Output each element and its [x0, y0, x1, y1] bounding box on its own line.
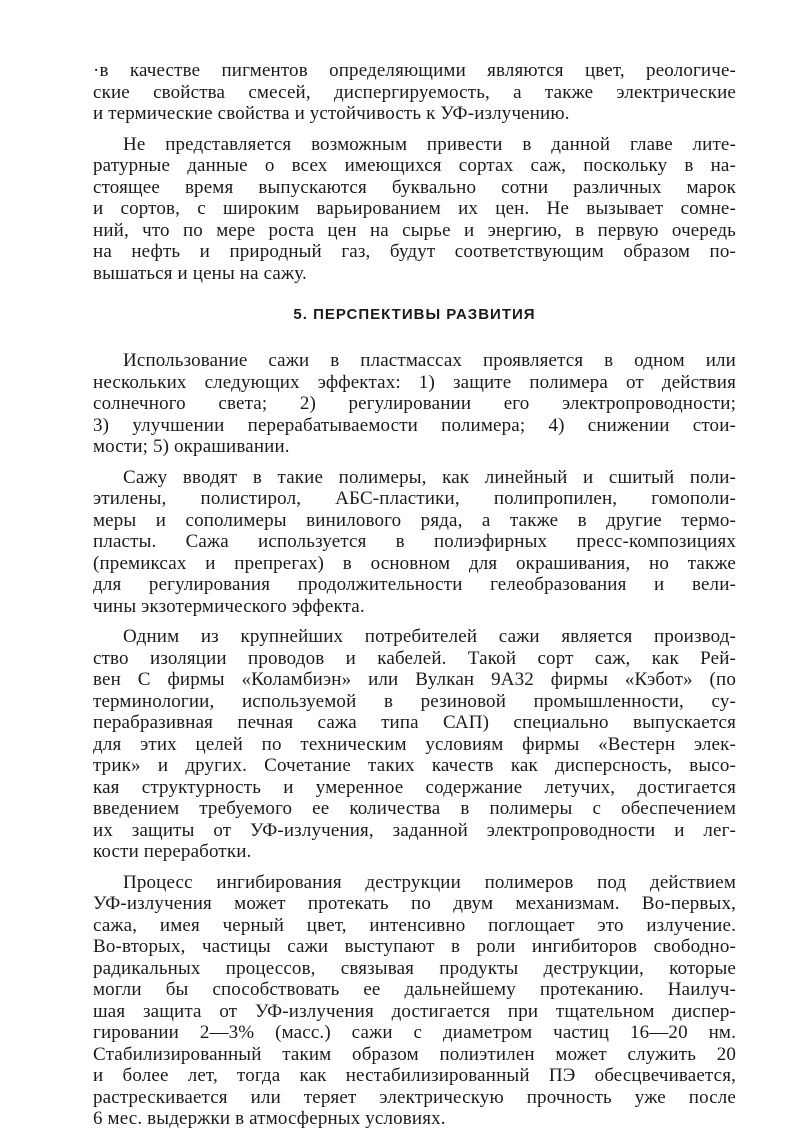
text-line: ·в качестве пигментов определяющими являются цвет, реологиче-: [93, 60, 736, 81]
text-line: пласты. Сажа используется в полиэфирных пресс-композициях: [93, 531, 736, 552]
text-line: на нефть и природный газ, будут соответствующим образом по-: [93, 241, 736, 262]
text-line: (премиксах и препрегах) в основном для окрашивания, но также: [93, 552, 736, 574]
text-line: 6 мес. выдержки в атмосферных условиях.: [93, 1108, 446, 1129]
text-line: и сортов, с широким варьированием их цен. Не вызывает сомне-: [93, 198, 736, 219]
text-line: ство изоляции проводов и кабелей. Такой сорт саж, как Рей-: [93, 647, 736, 669]
text-line: кости переработки.: [93, 841, 252, 862]
text-line: Процесс ингибирования деструкции полимеров под действием: [123, 871, 736, 893]
text-line: Стабилизированный таким образом полиэтилен может служить 20: [93, 1043, 736, 1065]
text-line: мости; 5) окрашивании.: [93, 436, 290, 457]
text-line: радикальных процессов, связывая продукты деструкции, которые: [93, 957, 736, 979]
text-line: УФ-излучения может протекать по двум механизмам. Во-первых,: [93, 893, 736, 914]
text-line: шая защита от УФ-излучения достигается при тщательном диспер-: [93, 1000, 736, 1022]
paragraph-cable-insulation: [93, 626, 736, 863]
text-line: нескольких следующих эффектах: 1) защите полимера от действия: [93, 371, 736, 393]
paragraph-soot-effects: [93, 350, 736, 458]
text-line: 3) улучшении перерабатываемости полимера; 4) снижении стои-: [93, 414, 736, 436]
text-line: ратурные данные о всех имеющихся сортах саж, поскольку в на-: [93, 155, 736, 176]
text-line: Не представляется возможным привести в данной главе лите-: [123, 133, 736, 155]
text-line: кая структурность и умеренное содержание летучих, достигается: [93, 776, 736, 798]
text-line: ний, что по мере роста цен на сырье и энергию, в первую очередь: [93, 219, 736, 241]
paragraph-uv-inhibition: [93, 872, 736, 1130]
text-line: ские свойства смесей, диспергируемость, а также электрические: [93, 81, 736, 103]
paragraph-polymer-types: [93, 467, 736, 618]
text-line: Одним из крупнейших потребителей сажи является производ-: [123, 626, 736, 647]
section-heading: 5. ПЕРСПЕКТИВЫ РАЗВИТИЯ: [293, 306, 536, 323]
text-line: и термические свойства и устойчивость к УФ-излучению.: [93, 103, 570, 124]
text-line: для регулирования продолжительности гелеобразования и вели-: [93, 574, 736, 595]
text-line: Сажу вводят в такие полимеры, как линейный и сшитый поли-: [123, 466, 736, 488]
text-line: терминологии, используемой в резиновой промышленности, су-: [93, 690, 736, 712]
text-line: для этих целей по техническим условиям фирмы «Вестерн элек-: [93, 733, 736, 755]
text-line: введением требуемого ее количества в полимеры с обеспечением: [93, 798, 736, 819]
text-line: растрескивается или теряет электрическую прочность уже после: [93, 1086, 736, 1108]
text-line: и более лет, тогда как нестабилизированный ПЭ обесцвечивается,: [93, 1065, 736, 1086]
text-line: перабразивная печная сажа типа САП) специально выпускается: [93, 712, 736, 733]
text-line: солнечного света; 2) регулировании его электропроводности;: [93, 393, 736, 414]
text-line: чины экзотермического эффекта.: [93, 595, 365, 617]
text-line: этилены, полистирол, АБС-пластики, полипропилен, гомополи-: [93, 488, 736, 509]
text-line: стоящее время выпускаются буквально сотни различных марок: [93, 176, 736, 198]
text-line: гировании 2—3% (масс.) сажи с диаметром частиц 16—20 нм.: [93, 1022, 736, 1043]
text-line: трик» и других. Сочетание таких качеств как дисперсность, высо-: [93, 755, 736, 776]
text-line: Использование сажи в пластмассах проявляется в одном или: [123, 350, 736, 371]
paragraph-soot-grades: [93, 134, 736, 285]
text-line: вышаться и цены на сажу.: [93, 262, 307, 284]
text-line: Во-вторых, частицы сажи выступают в роли ингибиторов свободно-: [93, 936, 736, 957]
text-line: сажа, имея черный цвет, интенсивно поглощает это излучение.: [93, 914, 736, 936]
text-line: их защиты от УФ-излучения, заданной электропроводности и лег-: [93, 819, 736, 841]
text-line: меры и сополимеры винилового ряда, а также в другие термо-: [93, 509, 736, 531]
document-page: [93, 60, 736, 1139]
text-line: могли бы способствовать ее дальнейшему протеканию. Наилуч-: [93, 979, 736, 1000]
text-line: вен С фирмы «Коламбиэн» или Вулкан 9А32 фирмы «Кэбот» (по: [93, 669, 736, 690]
paragraph-pigment-properties: [93, 60, 736, 125]
